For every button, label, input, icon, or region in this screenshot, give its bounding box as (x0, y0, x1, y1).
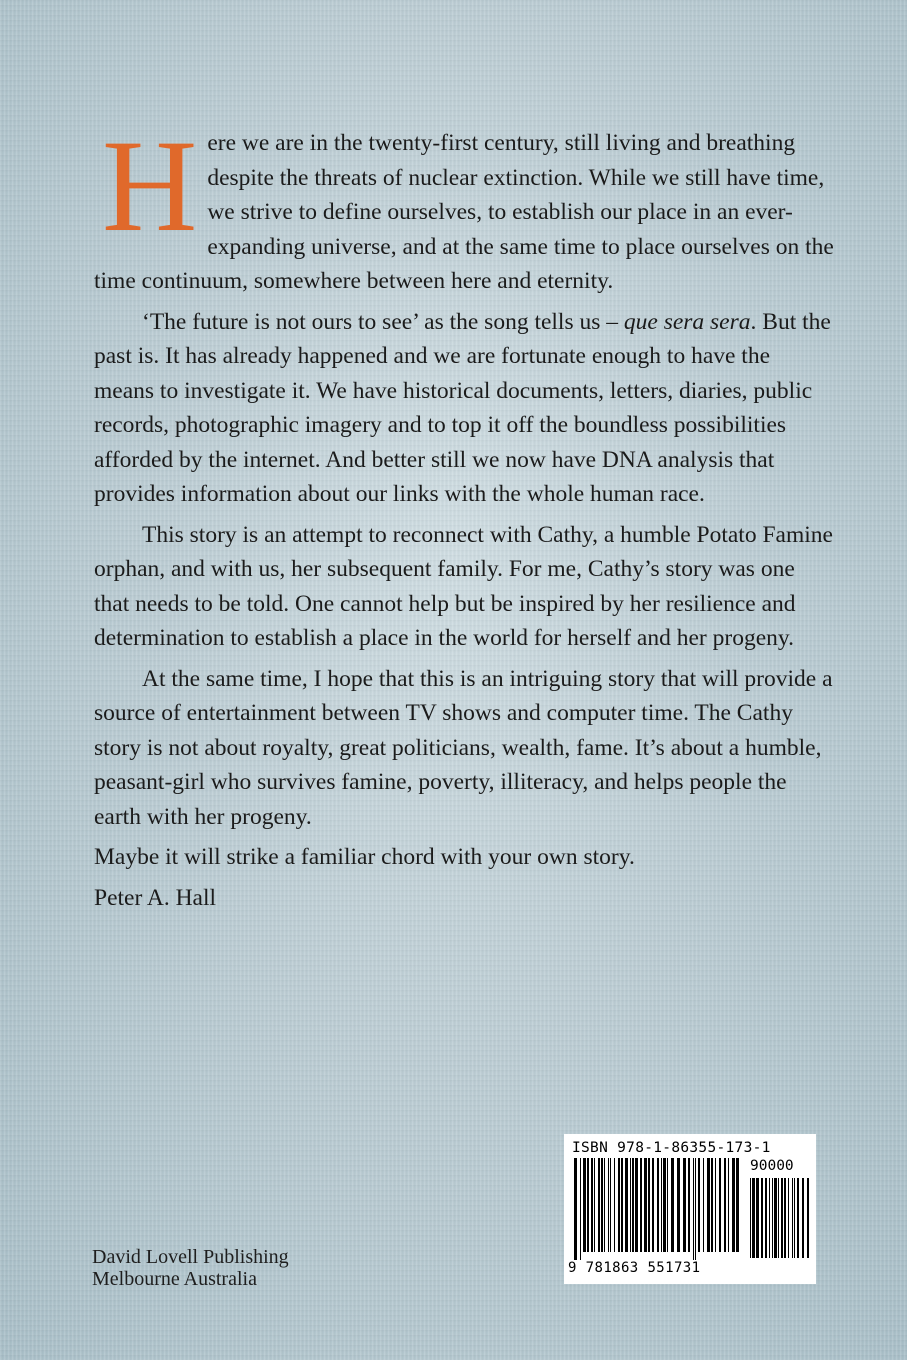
barcode-bar (715, 1158, 716, 1252)
barcode-bar (630, 1158, 631, 1252)
barcode-bar (683, 1158, 686, 1252)
barcode-bar (774, 1178, 777, 1258)
barcode-bar (724, 1158, 726, 1252)
barcode-bar (640, 1158, 642, 1252)
barcode-bar (598, 1158, 600, 1252)
barcode-bar (695, 1158, 696, 1260)
barcode-bar (594, 1158, 595, 1252)
paragraph-2-text-a: ‘The future is not ours to see’ as the song tells us – (142, 308, 624, 335)
barcode-bar (601, 1158, 603, 1252)
drop-cap-letter: H (102, 112, 198, 259)
publisher-name: David Lovell Publishing (92, 1246, 289, 1268)
blurb-paragraph-1 (94, 112, 834, 299)
barcode-bar (807, 1178, 809, 1258)
barcode-bar (756, 1178, 759, 1258)
blurb-paragraph-2 (94, 305, 834, 512)
blurb-paragraph-3: This story is an attempt to reconnect with Cathy, a humble Potato Famine orphan, and with us, her subsequent family. For me, Cathy’s story was one that needs to be told. One cannot help but be inspired by her resilience and determination to establish a place in the world for herself and her progeny. (94, 521, 833, 651)
barcode-bar (657, 1158, 659, 1252)
song-title-italic: que sera sera (623, 308, 751, 335)
barcode-bar (750, 1178, 751, 1258)
barcode-bar (784, 1178, 786, 1258)
barcode-bar (604, 1158, 605, 1252)
barcode-bar (719, 1158, 721, 1252)
barcode-bar (688, 1158, 690, 1252)
barcode-bar (610, 1158, 611, 1252)
barcode-bar (732, 1158, 735, 1252)
blurb-paragraph-4: At the same time, I hope that this is an intriguing story that will provide a source of entertainment between TV shows and computer time. The Cathy story is not about royalty, great politicians, wealth, fame. It’s about a humble, peasant-girl who survives famine, poverty, illiteracy, and helps people the earth with her progeny. (94, 665, 833, 830)
barcode-bar (728, 1158, 729, 1252)
barcode-bar (792, 1178, 793, 1258)
barcode-bar (671, 1158, 674, 1252)
barcode-bar (693, 1158, 694, 1260)
barcode-digits: 9 781863 551731 (568, 1260, 701, 1276)
barcode-bar (591, 1158, 593, 1252)
barcode-bar (802, 1178, 804, 1258)
publisher-location: Melbourne Australia (92, 1268, 257, 1290)
barcode-bar (752, 1178, 755, 1258)
barcode-bar (608, 1158, 609, 1252)
paragraph-2-text-b: . But the past is. It has already happened and we are fortunate enough to have the means to investigate it. We have historical documents, letters, diaries, public records, photographic imagery and to top it off the boundless possibilities afforded by the internet. And better still we now have DNA analysis that provides information about our links with the whole human race. (94, 308, 831, 507)
barcode-bar (587, 1158, 589, 1252)
price-addon-label: 90000 (750, 1158, 794, 1174)
barcode-bar (621, 1158, 623, 1252)
isbn-label: ISBN 978-1-86355-173-1 (572, 1140, 771, 1156)
barcode-bar (625, 1158, 628, 1252)
barcode-bar (788, 1178, 789, 1258)
barcode-bar (781, 1178, 783, 1258)
barcode-bar (663, 1158, 666, 1252)
barcode-bar (797, 1178, 799, 1258)
barcode-bar (761, 1178, 763, 1258)
isbn-barcode (564, 1134, 816, 1284)
paragraph-1-text: ere we are in the twenty-first century, still living and breathing despite the threats of nuclear extinction. While we still have time, we strive to define ourselves, to establish our place in an ever-expanding universe, and at the same time to place ourselves on the time continuum, somewhere between here and eternity. (94, 130, 834, 294)
barcode-bar (644, 1158, 647, 1252)
barcode-bar (765, 1178, 767, 1258)
barcode-bar (574, 1158, 577, 1260)
barcode-bar (707, 1158, 710, 1252)
barcode-bar (703, 1158, 704, 1252)
barcode-bar (736, 1158, 739, 1252)
barcode-bar (583, 1158, 586, 1252)
barcode-bar (698, 1158, 700, 1252)
barcode-bar (652, 1158, 654, 1252)
barcode-bar (778, 1178, 779, 1258)
barcode-bar (794, 1178, 795, 1258)
barcode-bar (648, 1158, 650, 1252)
barcode-bar (667, 1158, 668, 1252)
back-cover-blurb (94, 112, 834, 915)
barcode-bar (635, 1158, 638, 1252)
author-signature: Peter A. Hall (94, 884, 217, 911)
barcode-bar (632, 1158, 634, 1252)
publisher-imprint (92, 1246, 289, 1290)
barcode-bar (618, 1158, 620, 1252)
barcode-bar (580, 1158, 581, 1260)
barcode-bar (711, 1158, 713, 1252)
barcode-bar (772, 1178, 773, 1258)
main-barcode-bars (574, 1158, 739, 1260)
blurb-paragraph-5: Maybe it will strike a familiar chord with your own story. (94, 844, 635, 870)
barcode-bar (614, 1158, 615, 1252)
barcode-bar (661, 1158, 662, 1252)
barcode-bar (769, 1178, 770, 1258)
barcode-bar (677, 1158, 680, 1252)
addon-barcode-bars (750, 1178, 809, 1258)
